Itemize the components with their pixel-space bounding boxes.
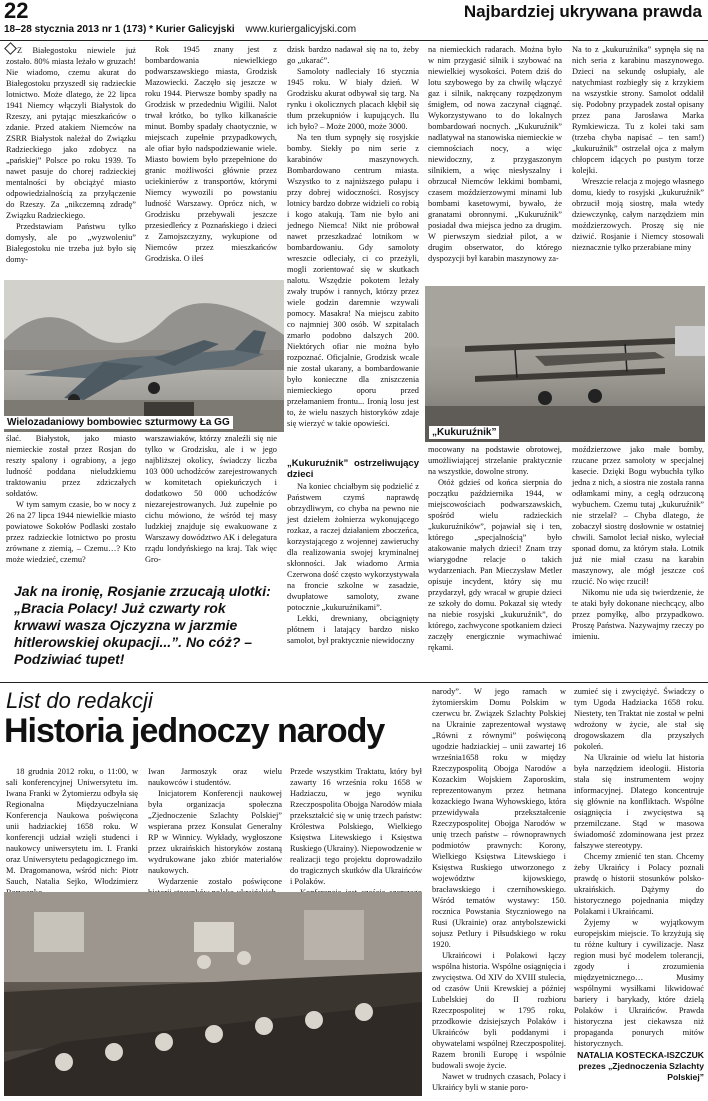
paragraph: na niemieckich radarach. Można było w nim przygasić silnik i szybować na niewielkiej wysokości. Potem dziś do lotu szybowego by za chwilę włączyć gaz i silnik, nakręcany rozpędzonym śmigłem, od nowa zaczynał ciągnąć. Wykorzystywano to do lokalnych bombardowań nocnych. „Kukuruźnik” nadlatywał na stanowiska niemieckie w ciemnościach nocy, a więc niewidoczny, z przygaszonym silnikiem, a więc niesłyszalny i obrzucał Niemców lekkimi bombami, czasem moździerzowymi minami lub bombami kasetowymi, bywało, że granatami obronnymi. „Kukuruźnik” posiadał dwa miejsca jedno za drugim. W pierwszym siedział pilot, a w drugim obserwator, do którego dyspozycji był karabin maszynowy za-: [428, 45, 562, 263]
paragraph: Na to z „kukuruźnika” sypnęła się na nich seria z karabinu maszynowego. Dzieci na sekundę osłupiały, ale natychmiast rozbiegły się z krzykiem na wszystkie strony. Samolot oddalił się. Podobny przypadek został opisany przez pana Jarosława Marka Rymkiewicza. Tu z kolei taki sam (trzeba chyba napisać – ten sam!) „kukuruźnik” ostrzelał ojca z małym chłopcem idących po pustym torze kolejki.: [572, 45, 704, 175]
signature-block: [574, 1050, 704, 1083]
middle-column-5: [572, 444, 704, 678]
paragraph: Żyjemy w wyjątkowym europejskim miejscie. To krzyżują się tu różne kultury i cywilizacje. Nasz region musi być modelem tolerancji, zgody i zrozumienia międzyetnicznego… Musimy wspólnymi wysiłkami likwidować bariery i barykady, które dzielą Polaków i Ukraińców. Prawda historyczna jest ciekawsza niż propaganda ponurych mitów historycznych.: [574, 918, 704, 1048]
paragraph: Chcemy zmienić ten stan. Chcemy żeby Ukraińcy i Polacy poznali prawdę o historii stosunków polsko-ukraińskich. Dążymy do historycznego pojednania między Polakami i Ukraińcami.: [574, 852, 704, 916]
conference-photo: [4, 892, 422, 1096]
author-title: prezes „Zjednoczenia Szlachty Polskiej”: [578, 1061, 704, 1082]
letter-column-4: [432, 686, 566, 1096]
paragraph: Na Ukrainie od wielu lat historia była narzędziem ideologii. Historia stała się instrumentem wojny informacyjnej. Dlatego koncentruje się głównie na konfliktach. Wspólne osiągnięcia i zwycięstwa są przemilczane. Stąd w masowa świadomość zdominowana jest przez fałszywe stereotypy.: [574, 753, 704, 850]
pull-quote: Jak na ironię, Rosjanie zrzucają ulotki: „Bracia Polacy! Już czwarty rok krwawi wasza Ojczyzna w jarzmie hitlerowskiej okupacji...”. No cóż? – Podziwiać tupet!: [14, 583, 271, 667]
section-title: Najbardziej ukrywana prawda: [463, 2, 702, 21]
middle-column-4: [428, 444, 562, 678]
conference-image: [4, 892, 422, 1096]
paragraph: Samoloty nadleciały 16 stycznia 1945 roku. W biały dzień. W Grodzisku akurat odbywał się targ. Na rynku i okolicznych placach kłębił się tłum przekupniów i kupujących. Ilu ich było? – Może 2000, może 3000.: [287, 67, 419, 131]
paragraph: Ukraińcowi i Polakowi łączy wspólna historia. Wspólne osiągnięcia i zwycięstwa. Od XIV do XVIII stulecia, od czasów Unii Krewskiej a później Lubelskiej do II rozbioru Rzeczpospolitej w 1795 roku, przodkowie dzisiejszych Polaków i Ukraińców byli poddanymi i obywatelami wspólnej Rzeczpospolitej. Razem bronili Europę i wspólnie budowali swoje życie.: [432, 951, 566, 1070]
plane-left-caption: Wielozadaniowy bombowiec szturmowy Ła GG: [4, 416, 233, 429]
top-column-2: [145, 44, 277, 280]
middle-column-1: [6, 433, 136, 575]
article-divider: [0, 682, 708, 683]
paragraph: Inicjatorem Konferencji naukowej była organizacja społeczna „Zjednoczenie Szlachty Polskiej” wspierana przez Konsulat Generalny RP w Winnicy. Wykłady, wygłoszone przez ukraińskich historyków zostaną wydrukowane jako zbiór materiałów naukowych.: [148, 789, 282, 875]
top-column-4: [428, 44, 562, 280]
paragraph: dzisk bardzo nadawał się na to, żeby go „ukarać”.: [287, 45, 419, 65]
letter-column-3: [290, 766, 422, 890]
paragraph: Przedstawiam Państwu tylko domysły, ale po „wyzwoleniu” Białegostoku nie trzeba już było się domy-: [6, 222, 136, 264]
paragraph: Iwan Jarmoszyk oraz wielu naukowców i studentów.: [148, 767, 282, 787]
top-column-3: [287, 44, 419, 428]
issue-line: [4, 24, 356, 35]
paragraph: W tym samym czasie, bo w nocy z 26 na 27 lipca 1944 niewielkie miasto powiatowe Sokołów Podlaski zostało przez radzieckie lotnictwo po prostu zrównane z ziemią, – Czemu…? Kto może wiedzieć, czemu?: [6, 500, 136, 564]
paragraph: warszawiaków, którzy znaleźli się nie tylko w Grodzisku, ale i w jego najbliższej okolicy, świadczy liczba 103 000 uchodźców zarejestrowanych w komitetach opiekuńczych i dodatkowo 50 000 uchodźców niezarejestrowanych. Już zupełnie po cichu mówiono, że wśród tej masy ludzkiej znajduje się ewakuowane z Warszawy dowództwo AK i delegatura rządu londyńskiego na kraj. Tak więc Gro-: [145, 434, 277, 564]
author-name: NATALIA KOSTECKA-ISZCZUK: [577, 1050, 704, 1060]
paragraph: Przede wszystkim Traktatu, który był zawarty 16 września roku 1658 w Hadziaczu, w jego wyniku Rzeczpospolita Obojga Narodów miała przekształcić się w unię trzech państw: Królestwa Polskiego, Wielkiego Księstwa Litewskiego i Księstwa Ruskiego (Ukrainy). Niepowodzenie w realizacji tego projektu doprowadziło do tragicznych skutków dla Ukraińców i Polaków.: [290, 767, 422, 886]
top-column-1: [6, 44, 136, 280]
issue-info: 18–28 stycznia 2013 nr 1 (173) * Kurier Galicyjski: [4, 24, 235, 35]
paragraph: narody”. W jego ramach w żytomierskim Domu Polskim w czerwcu br. Związek Szlachty Polskiej na Ukrainie zaprezentował wystawę „Równi z równymi” poświęconą ugodzie hadziackiej – unii zawartej 16 września1658 roku w między Rzeczypospolitą Obojga Narodów a Kozackim Wojskiem Zaporoskim, reprezentowanym przez hetmana kozackiego Iwana Wyhowskiego, która przewidywała przekształcenie Rzeczypospolitej Obojga Narodów w unię trzech państw – równoprawnych podmiotów prawnych: Korony, Wielkiego Księstwa Litewskiego i Księstwa Ruskiego utworzonego z województw kijowskiego, bracławskiego i czernihowskiego. Wśród tematów wystawy: 150. rocznica Powstania Styczniowego na Rusi (Ukrainie) oraz antybolszewicki sojusz Petlury i Piłsudskiego w roku 1920.: [432, 687, 566, 949]
paragraph: Nikomu nie uda się twierdzenie, że te ataki były dokonane niechcący, albo przez pomyłkę, albo przypadkowo. Proszę Państwa. Nazywajmy rzeczy po imieniu.: [572, 588, 704, 641]
paragraph: Lekki, drewniany, obciągnięty płótnem i latający bardzo nisko samolot, był praktycznie niewidoczny: [287, 614, 419, 645]
paragraph: Na ten tłum sypnęły się rosyjskie bomby. Siekły po nim serie z karabinów maszynowych. Bombardowano centrum miasta. Wszystko to z najniższego pułapu i przy dobrej widoczności. Rosyjscy lotnicy bardzo dobrze widzieli co robią i kogo atakują. Tam nie było ani jednego Niemca! Nikt nie próbował nawet przeszkadzać lotnikom w bombardowaniu. Gdy samoloty wreszcie odleciały, ci co przeżyli, mogli zorientować się w skutkach nalotu. Wszędzie pokotem leżały zwały trupów i rannych, którzy przez wiele godzin daremnie wzywali pomocy. Masakra! Na miejscu zabito co najmniej 300 osób. W szpitalach zmarło podobno dalszych 200. Niektórych ofiar nie można było rozpoznać. Oficjalnie, Grodzisk wcale nie został ukarany, a bombardowanie było konieczne dla zniszczenia niemieckiego oporu przed przełamaniem frontu... Ironią losu jest to, że wielu naszych historyków zdaje się wierzyć w takie opowieści.: [287, 133, 419, 428]
plane-image: [4, 280, 284, 432]
plane-right-caption: „Kukuruźnik”: [429, 426, 499, 439]
subheading: „Kukuruźnik” ostrzeliwujący dzieci: [287, 458, 419, 480]
paragraph: Z Białegostoku niewiele już zostało. 80% miasta leżało w gruzach! Nie wiadomo, czemu akurat do Białegostoku przyszedł się radzieckie lotnictwo. Może dlatego, że 22 lipca 1941 Niemcy włączyli Białystok do Rzeszy, ani pytając mieszkańców o zdanie. Przed atakiem Niemców na ZSRR Białystok należał do Związku Radzieckiego jako zdobycz na „pańskiej” Polsce po roku 1939. To nawet pasuje do chorej radzieckiej mentalności by obciążyć miasto odpowiedzialnością za przyłączenie do Rzeszy. Za „nikczemną zdradę” Związku Radzieckiego.: [6, 44, 136, 221]
paragraph: 18 grudnia 2012 roku, o 11:00, w sali konferencyjnej Uniwersytetu im. Iwana Franki w Żytomierzu odbyła się Regionalna Międzyuczelniana Konferencja Naukowa poświęcona unii hadziackiej 1658 roku. W konferencji udział wzięli studenci i naukowcy uniwersytetu im. I. Franki oraz Uniwersytetu pedagogicznego im. M. Dragomanowa, wśród nich: Piotr Sauch, Natalia Sejko, Włodzimierz: [6, 767, 138, 886]
middle-column-2: [145, 433, 277, 575]
site-url[interactable]: www.kuriergalicyjski.com: [245, 24, 357, 35]
arrow-marker-icon: [4, 42, 17, 55]
letter-column-5: [574, 686, 704, 1046]
plane-photo-left: [4, 280, 284, 432]
paragraph: Nawet w trudnych czasach, Polacy i Ukraińcy byli w stanie poro-: [432, 1072, 566, 1092]
letter-column-2: [148, 766, 282, 888]
paragraph: Na koniec chciałbym się podzielić z Państwem czymś naprawdę obrzydliwym, co chyba na pewno nie jest dziełem żołnierza wykonującego rozkaz, a raczej działaniem zboczeńca, korzystającego z wojennej zawieruchy dla realizowania swojej kryminalnej skłonności. Jak wiadomo Armia Czerwona dość często wykorzystywała na froncie szkolne w zasadzie, dwupłatowe samoloty, zwane potocznie „kukuruźnikami”.: [287, 482, 419, 612]
article-kicker: List do redakcji: [6, 688, 153, 713]
paragraph: Wydarzenie zostało poświęcone: [158, 877, 282, 886]
paragraph: zumieć się i zwyciężyć. Świadczy o tym Ugoda Hadziacka 1658 roku. Niestety, ten Traktat nie został w pełni wdrożony w życie, ale stał się drogowskazem dla przyszłych pokoleń.: [574, 687, 704, 751]
paragraph: Rok 1945 znany jest z bombardowania niewielkiego podwarszawskiego miasta, Grodzisk Mazowiecki. Zaczęło się jeszcze w roku 1944. Pierwsze bomby spadły na Grodzisk w przededniu Wigilii. Nalot trwał krótko, bo tylko kilkanaście minut. Bomby spadały chaotycznie, w miejscach zupełnie przypadkowych, ale ofiar było nadspodziewanie wiele. Miasto bowiem było przepełnione do granic możliwości głównie przez uciekinierów z transportów, którymi Niemcy wywozili po powstaniu ludność Warszawy. Oprócz nich, w Grodzisku przebywali jeszcze przesiedleńcy z Poznańskiego i dzieci z Zamojszczyzny, wykupione od Niemców przez mieszkańców Grodziska. O ileś: [145, 45, 277, 263]
paragraph: moździerzowe jako małe bomby, rzucane przez samoloty w specjalnej kasecie. Dzięki Bogu wybuchła tylko jedna z nich, a siostra nie została ranna odłamkami miny, a cegłą odrzuconą wybuchem. Czemu tutaj „kukuruźnik” nie strzelał? – Chyba dlatego, że zobaczył siostrę dosłownie w ostatniej chwili. Samolot leciał nisko, wyleciał sponad domu, za którym stała. Lotnik już nie miał czasu na karabin maszynowy, ale mógł jeszcze coś rzucić. No więc rzucił!: [572, 445, 704, 586]
paragraph: mocowany na podstawie obrotowej, umożliwiającej strzelanie praktycznie na wszystkie, dowolne strony.: [428, 445, 562, 476]
letter-column-1: [6, 766, 138, 888]
biplane-image: [425, 286, 705, 442]
paragraph: Wreszcie relacja z mojego własnego domu, kiedy to rosyjski „kukuruźnik” obrzucił moją siostrę, mała wtedy dziewczynkę, całym narzędziem min moździerzowych. Proszę się nie dziwić. Rosjanie i Niemcy stosowali nieznacznie tylko przerabiane miny: [572, 177, 704, 252]
page-header: [0, 0, 708, 41]
page-number: 22: [4, 0, 29, 23]
article-headline: Historia jednoczy narody: [4, 712, 385, 750]
top-column-5: [572, 44, 704, 290]
paragraph: ślać. Białystok, jako miasto niemieckie został przez Rosjan do reszty spalony i ograbiony, a jego ludność poddana nieludzkiemu traktowaniu przez zdziczałych sołdatów.: [6, 434, 136, 498]
plane-photo-right: [425, 286, 705, 442]
middle-column-3: [287, 455, 419, 677]
paragraph: Otóż gdzieś od końca sierpnia do początku października 1944, w miejscowościach podwarszawskich, spośród wielu radzieckich „kukuruźników”, pojawiał się i ten, którego „specjalnością” było atakowanie małych dzieci! Znam trzy wiarygodne relacje o takich wydarzeniach. Pan Mieczysław Metler opisuje incydent, który się mu przydarzył, gdy wracał w grupie dzieci ze szkoły do domu. Pokazał się wtedy na niebie rosyjski „kukuruźnik”, do którego, zachwycone spotkaniem dzieci zaczęły energicznie wymachiwać rękami.: [428, 478, 562, 652]
